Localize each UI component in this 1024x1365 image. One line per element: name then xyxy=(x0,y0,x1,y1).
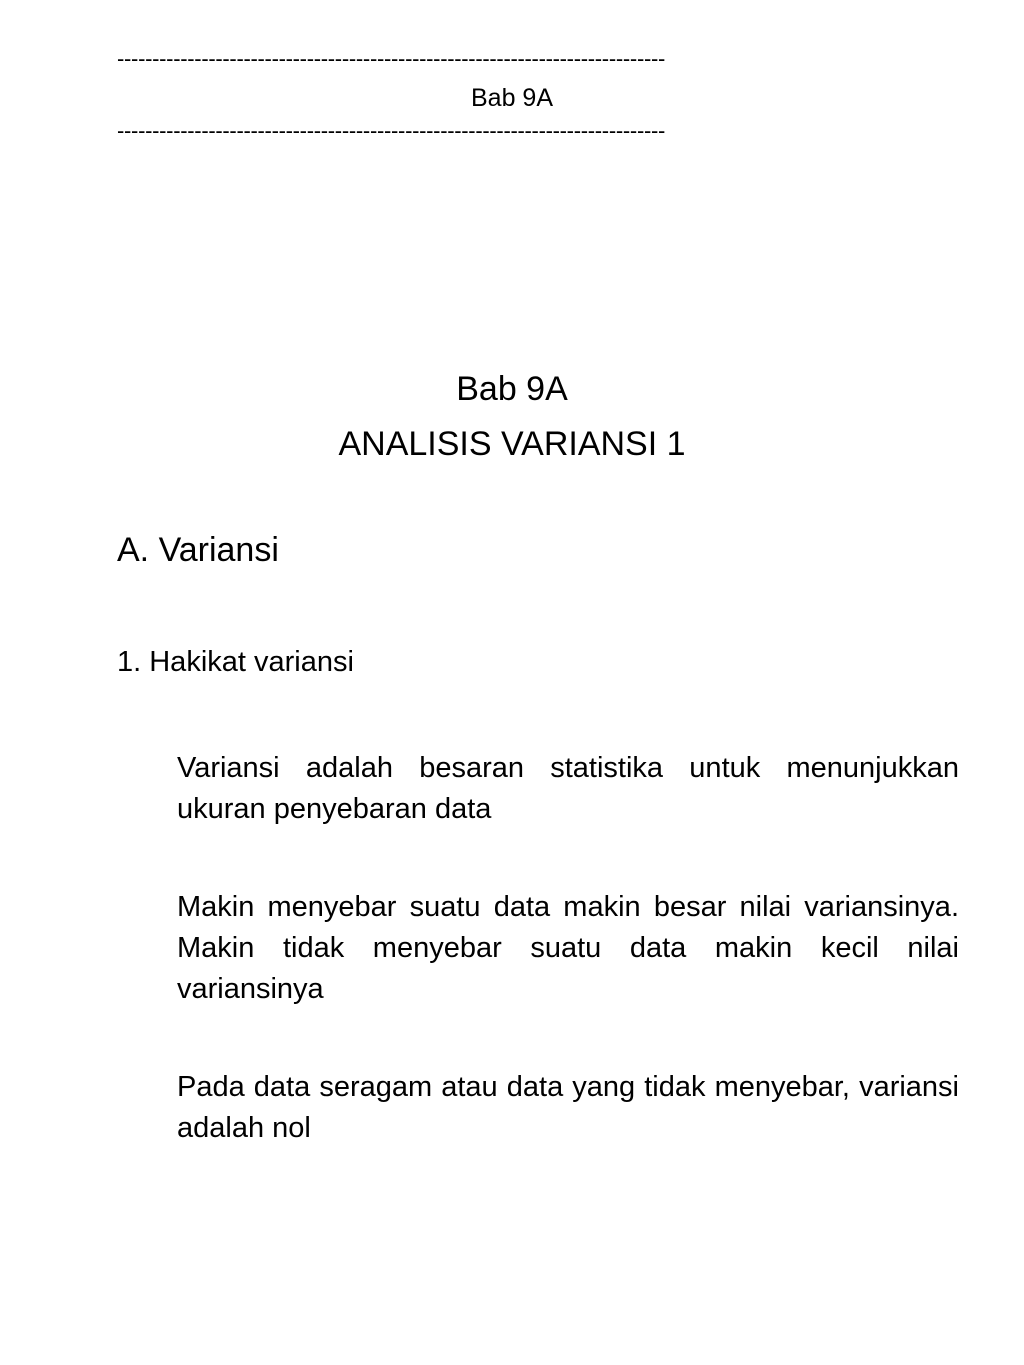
chapter-number: Bab 9A xyxy=(456,370,568,408)
chapter-title-block xyxy=(0,364,1024,472)
subsection-heading: 1. Hakikat variansi xyxy=(117,646,354,678)
header-rule-top: ------------------------------------------------------------------------------ xyxy=(117,47,666,71)
chapter-title: ANALISIS VARIANSI 1 xyxy=(338,425,686,463)
running-header-title: Bab 9A xyxy=(470,84,553,112)
paragraph: Pada data seragam atau data yang tidak menyebar, variansi adalah nol xyxy=(177,1071,959,1144)
paragraph: Variansi adalah besaran statistika untuk menunjukkan ukuran penyebaran data xyxy=(177,752,959,825)
section-heading: A. Variansi xyxy=(117,531,279,569)
header-rule-bottom: ------------------------------------------------------------------------------ xyxy=(117,119,666,143)
paragraph: Makin menyebar suatu data makin besar nilai variansinya. Makin tidak menyebar suatu data makin kecil nilai variansinya xyxy=(177,891,959,1005)
